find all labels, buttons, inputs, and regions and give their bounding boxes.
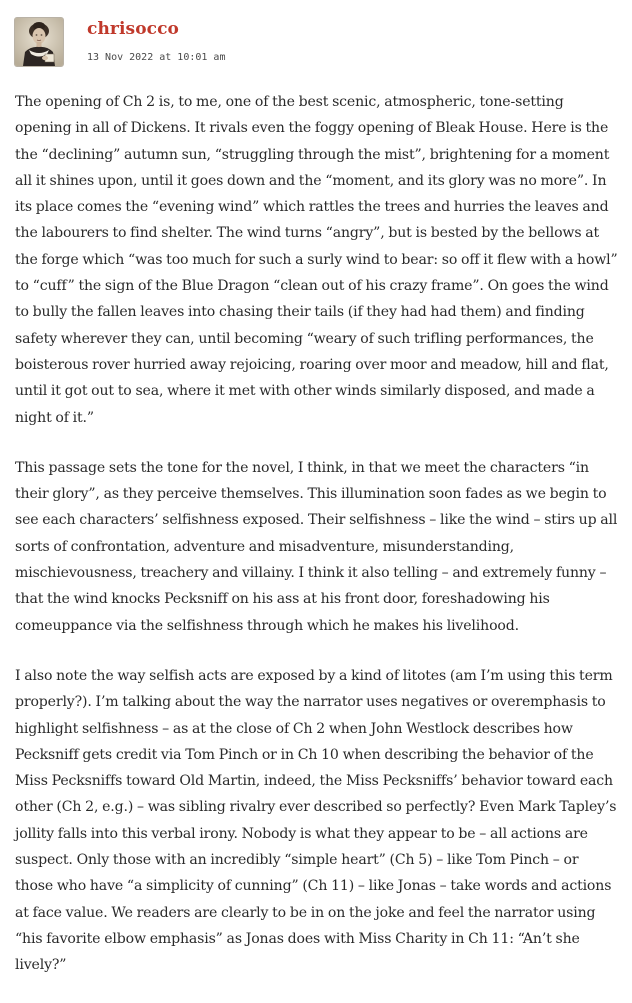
comment-header <box>14 17 614 69</box>
comment-author-link[interactable]: chrisocco <box>87 19 179 39</box>
comment-paragraph: The opening of Ch 2 is, to me, one of the best scenic, atmospheric, tone-setting opening in all of Dickens. It rivals even the foggy opening of Bleak House. Here is the the “declining” autumn sun, “struggling through the mist”, brightening for a moment all it shines upon, until it goes down and the “moment, and its glory was no more”. In its place comes the “evening wind” which rattles the trees and hurries the leaves and the labourers to find shelter. The wind turns “angry”, but is bested by the bellows at the forge which “was too much for such a surly wind to bear: so off it flew with a howl” to “cuff” the sign of the Blue Dragon “clean out of his crazy frame”. On goes the wind to bully the fallen leaves into chasing their tails (if they had had them) and finding safety wherever they can, until becoming “weary of such trifling performances, the boisterous rover hurried away rejoicing, roaring over moor and meadow, hill and flat, until it got out to sea, where it met with other winds similarly disposed, and made a night of it.” <box>15 94 618 426</box>
comment-timestamp-link[interactable]: 13 Nov 2022 at 10:01 am <box>87 52 226 63</box>
comment-paragraph: I also note the way selfish acts are exposed by a kind of litotes (am I’m using this term properly?). I’m talking about the way the narrator uses negatives or overemphasis to highlight selfishness – as at the close of Ch 2 when John Westlock describes how Pecksniff gets credit via Tom Pinch or in Ch 10 when describing the behavior of the Miss Pecksniffs toward Old Martin, indeed, the Miss Pecksniffs’ behavior toward each other (Ch 2, e.g.) – was sibling rivalry ever described so perfectly? Even Mark Tapley’s jollity falls into this verbal irony. Nobody is what they appear to be – all actions are suspect. Only those with an incredibly “simple heart” (Ch 5) – like Tom Pinch – or those who have “a simplicity of cunning” (Ch 11) – like Jonas – take words and actions at face value. We readers are clearly to be in on the joke and feel the narrator using “his favorite elbow emphasis” as Jonas does with Miss Charity in Ch 11: “An’t she lively?” <box>15 667 617 974</box>
victorian-portrait-avatar-icon[interactable] <box>14 17 64 67</box>
comment-body <box>15 89 620 1003</box>
comment-paragraph: This passage sets the tone for the novel, I think, in that we meet the characters “in their glory”, as they perceive themselves. This illumination soon fades as we begin to see each characters’ selfishness exposed. Their selfishness – like the wind – stirs up all sorts of confrontation, adventure and misadventure, misunderstanding, mischievousness, treachery and villainy. I think it also telling – and extremely funny – that the wind knocks Pecksniff on his ass at his front door, foreshadowing his comeuppance via the selfishness through which he makes his livelihood. <box>15 459 618 634</box>
